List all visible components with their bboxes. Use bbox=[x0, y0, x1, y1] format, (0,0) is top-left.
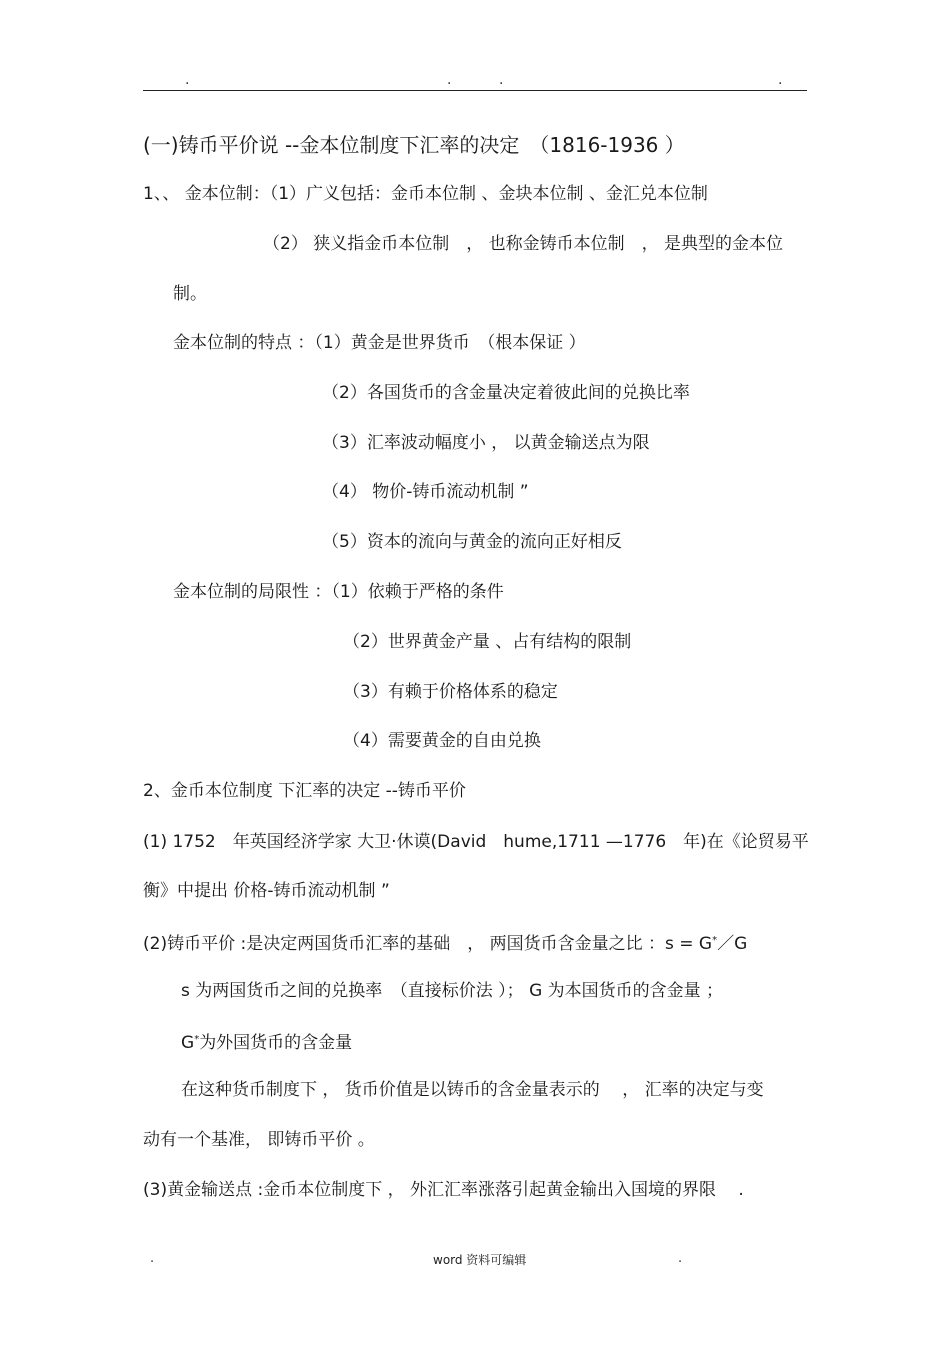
section-title: (一)铸币平价说 --金本位制度下汇率的决定 （1816-1936 ） bbox=[143, 133, 685, 157]
header-rule bbox=[143, 90, 807, 91]
paragraph-line: （2） 狭义指金币本位制 ， 也称金铸币本位制 ， 是典型的金本位 bbox=[263, 234, 784, 254]
formula-text: (2)铸币平价 :是决定两国货币汇率的基础 ， 两国货币含金量之比 ：s = G bbox=[143, 934, 713, 954]
formula-superscript: * bbox=[712, 935, 718, 946]
paragraph-line: s 为两国货币之间的兑换率 （直接标价法 ）； G 为本国货币的含金量 ； bbox=[181, 981, 724, 1001]
paragraph-line: 在这种货币制度下 ， 货币价值是以铸币的含金量表示的 ， 汇率的决定与变 bbox=[181, 1080, 764, 1100]
paragraph-line: 金本位制的特点 ：（1）黄金是世界货币 （根本保证 ） bbox=[173, 333, 586, 353]
paragraph-line: 制。 bbox=[173, 284, 207, 304]
paragraph-line: 2、金币本位制度 下汇率的决定 --铸币平价 bbox=[143, 781, 466, 801]
paragraph-line: （4） 物价-铸币流动机制 ” bbox=[322, 482, 529, 502]
header-dot: . bbox=[185, 72, 190, 88]
paragraph-line: （2）各国货币的含金量决定着彼此间的兑换比率 bbox=[322, 383, 690, 403]
formula-text: 为外国货币的含金量 bbox=[199, 1033, 353, 1053]
paragraph-line: （3）有赖于价格体系的稳定 bbox=[343, 682, 558, 702]
footer-dot: . bbox=[150, 1251, 155, 1266]
paragraph-line: 动有一个基准， 即铸币平价 。 bbox=[143, 1130, 375, 1150]
paragraph-line: 金本位制的局限性 ：（1）依赖于严格的条件 bbox=[173, 582, 504, 602]
formula-text: ／G bbox=[717, 934, 748, 954]
paragraph-line: （3）汇率波动幅度小 ， 以黄金输送点为限 bbox=[322, 433, 650, 453]
formula-superscript: * bbox=[194, 1034, 200, 1045]
paragraph-line: 衡》中提出 价格-铸币流动机制 ” bbox=[143, 881, 390, 901]
formula-text: G bbox=[181, 1033, 195, 1053]
paragraph-line bbox=[143, 929, 747, 956]
header-dot: . bbox=[499, 72, 504, 88]
footer-text: word 资料可编辑 bbox=[433, 1253, 527, 1267]
paragraph-line: （5）资本的流向与黄金的流向正好相反 bbox=[322, 532, 622, 552]
paragraph-line: (3)黄金输送点 :金币本位制度下 ， 外汇汇率涨落引起黄金输出入国境的界限 . bbox=[143, 1180, 744, 1200]
paragraph-line: （2）世界黄金产量 、占有结构的限制 bbox=[343, 632, 632, 652]
paragraph-line: （4）需要黄金的自由兑换 bbox=[343, 731, 541, 751]
paragraph-line: 1、、 金本位制：（1）广义包括：金币本位制 、金块本位制 、金汇兑本位制 bbox=[143, 184, 708, 204]
header-dot: . bbox=[778, 72, 783, 88]
footer-dot: . bbox=[678, 1251, 683, 1266]
header-dot: . bbox=[447, 72, 452, 88]
paragraph-line bbox=[181, 1028, 352, 1055]
paragraph-line: (1) 1752 年英国经济学家 大卫·休谟(David hume,1711 —1776 年)在《论贸易平 bbox=[143, 832, 809, 852]
